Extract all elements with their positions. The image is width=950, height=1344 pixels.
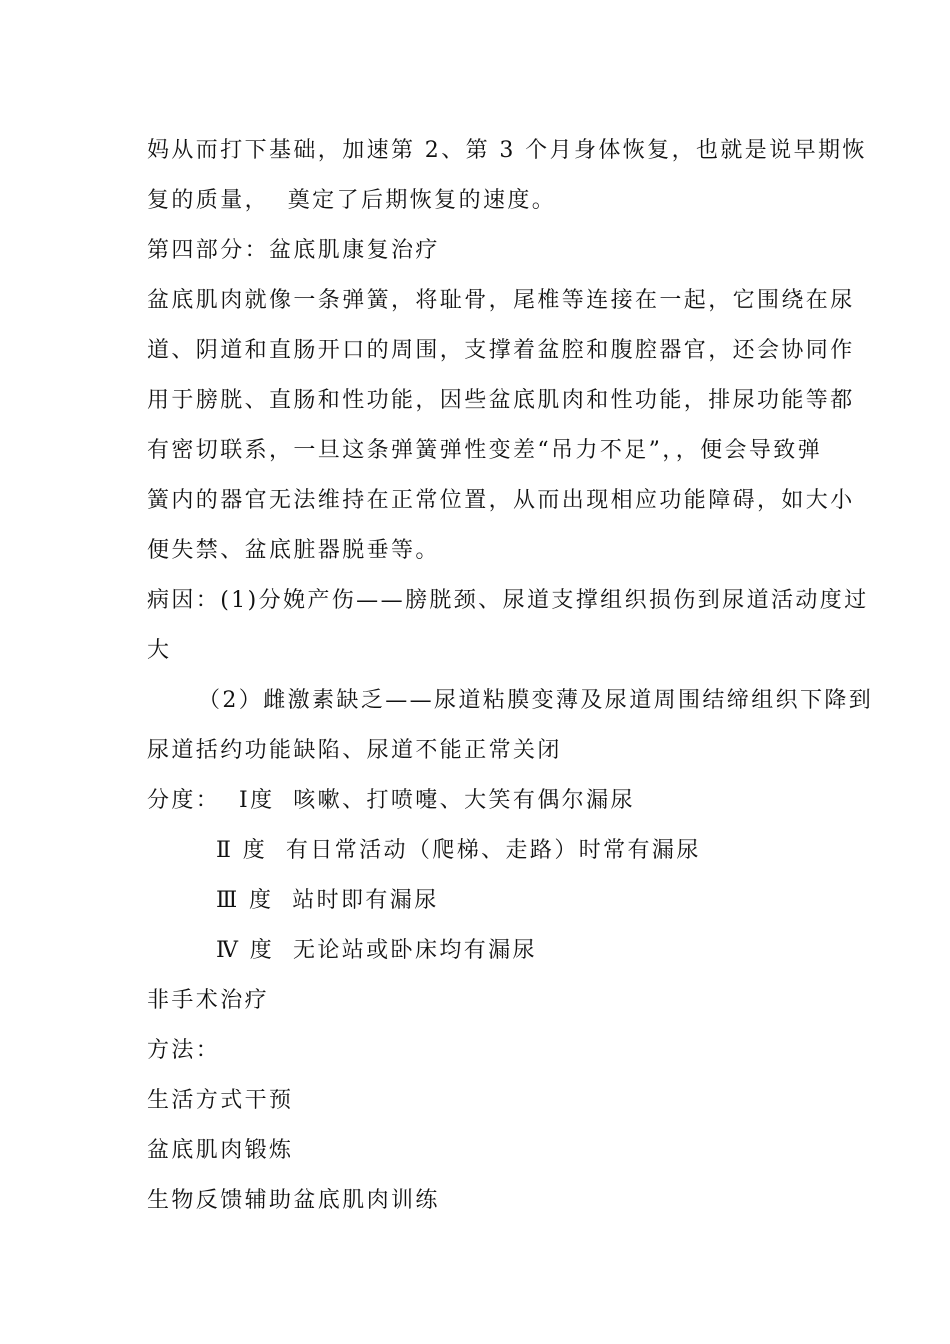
section-heading: 第四部分：盆底肌康复治疗: [147, 238, 440, 263]
text-line: 非手术治疗: [147, 988, 270, 1013]
text-line: 复的质量， 奠定了后期恢复的速度。: [147, 188, 557, 213]
grade-line: Ⅱ 度 有日常活动（爬梯、走路）时常有漏尿: [216, 838, 701, 863]
text-line: 妈从而打下基础，加速第 2、第 3 个月身体恢复，也就是说早期恢: [147, 138, 867, 163]
grade-line: Ⅲ 度 站时即有漏尿: [216, 888, 439, 913]
text-line: 病因：(1)分娩产伤——膀胱颈、尿道支撑组织损伤到尿道活动度过: [147, 588, 869, 613]
text-line: 盆底肌肉锻炼: [147, 1138, 294, 1163]
text-line: 大: [147, 638, 172, 663]
grade-line: 分度： Ⅰ度 咳嗽、打喷嚏、大笑有偶尔漏尿: [147, 788, 635, 813]
text-line: 尿道括约功能缺陷、尿道不能正常关闭: [147, 738, 562, 763]
text-line: 用于膀胱、直肠和性功能，因些盆底肌肉和性功能，排尿功能等都: [147, 388, 855, 413]
text-line: （2）雌激素缺乏——尿道粘膜变薄及尿道周围结缔组织下降到: [198, 688, 874, 713]
text-line: 便失禁、盆底脏器脱垂等。: [147, 538, 440, 563]
grade-line: Ⅳ 度 无论站或卧床均有漏尿: [216, 938, 537, 963]
text-line: 有密切联系，一旦这条弹簧弹性变差“吊力不足”，，便会导致弹: [147, 438, 823, 463]
text-line: 生活方式干预: [147, 1088, 294, 1113]
text-line: 生物反馈辅助盆底肌肉训练: [147, 1188, 440, 1213]
text-line: 方法：: [147, 1038, 221, 1063]
text-line: 簧内的器官无法维持在正常位置，从而出现相应功能障碍，如大小: [147, 488, 855, 513]
text-line: 盆底肌肉就像一条弹簧，将耻骨，尾椎等连接在一起，它围绕在尿: [147, 288, 855, 313]
text-line: 道、阴道和直肠开口的周围，支撑着盆腔和腹腔器官，还会协同作: [147, 338, 855, 363]
